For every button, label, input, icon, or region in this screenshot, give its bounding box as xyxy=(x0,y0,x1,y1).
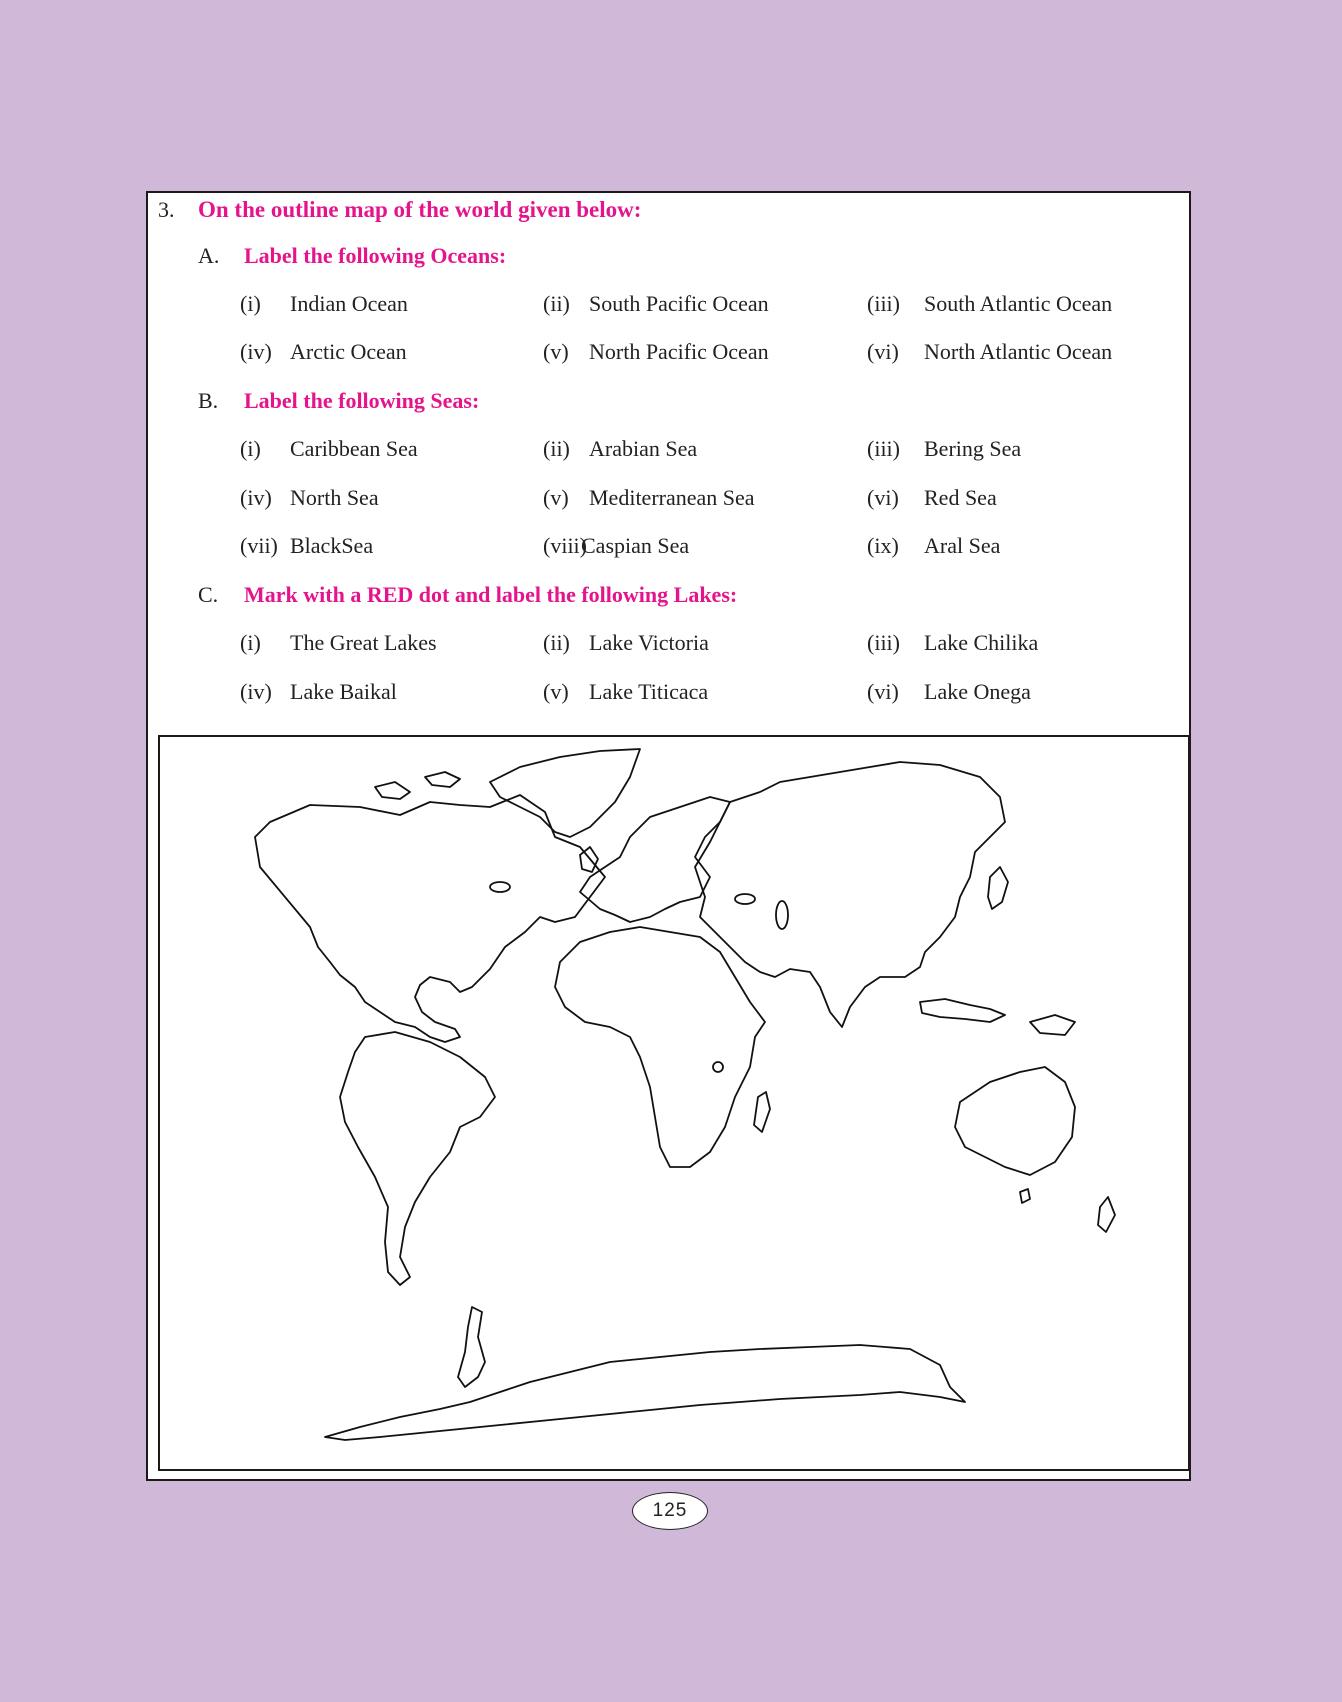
black-sea-outline xyxy=(735,894,755,904)
world-map-drawing xyxy=(160,737,1188,1469)
world-outline-map xyxy=(158,735,1190,1471)
item-number: (v) xyxy=(543,679,569,704)
africa-outline xyxy=(555,927,765,1167)
seas-row-3 xyxy=(240,533,1140,563)
antarctic-peninsula-outline xyxy=(458,1307,485,1387)
item-label: Arctic Ocean xyxy=(290,339,407,364)
oceans-row-2 xyxy=(240,339,1140,369)
indonesia-outline xyxy=(920,999,1005,1022)
page-number: 125 xyxy=(632,1492,708,1530)
section-title: Mark with a RED dot and label the following Lakes: xyxy=(244,582,738,607)
south-america-outline xyxy=(340,1032,495,1285)
item-label: South Pacific Ocean xyxy=(589,291,769,316)
item-number: (v) xyxy=(543,485,569,510)
item-label: South Atlantic Ocean xyxy=(924,291,1113,316)
section-title: Label the following Seas: xyxy=(244,388,480,413)
item-number: (ii) xyxy=(543,436,570,461)
section-letter: A. xyxy=(198,243,220,268)
question-number: 3. xyxy=(158,197,175,222)
item-number: (v) xyxy=(543,339,569,364)
item-label: Lake Onega xyxy=(924,679,1031,704)
item-number: (iii) xyxy=(867,291,900,316)
item-number: (iv) xyxy=(240,485,272,510)
item-label: Arabian Sea xyxy=(589,436,698,461)
item-label: North Sea xyxy=(290,485,379,510)
north-america-outline xyxy=(255,795,605,1042)
item-number: (ii) xyxy=(543,630,570,655)
item-label: Caspian Sea xyxy=(581,533,690,558)
item-number: (ii) xyxy=(543,291,570,316)
arctic-island-outline xyxy=(425,772,460,787)
japan-outline xyxy=(988,867,1008,909)
new-zealand-outline xyxy=(1098,1197,1115,1232)
caspian-sea-outline xyxy=(776,901,788,929)
worksheet-page xyxy=(146,191,1191,1481)
greenland-outline xyxy=(490,749,640,837)
item-label: Mediterranean Sea xyxy=(589,485,755,510)
lake-victoria-outline xyxy=(713,1062,723,1072)
item-number: (vii) xyxy=(240,533,278,558)
tasmania-outline xyxy=(1020,1189,1030,1203)
item-number: (viii) xyxy=(543,533,587,558)
item-label: Lake Baikal xyxy=(290,679,397,704)
item-number: (ix) xyxy=(867,533,899,558)
item-number: (i) xyxy=(240,291,261,316)
item-number: (i) xyxy=(240,436,261,461)
new-guinea-outline xyxy=(1030,1015,1075,1035)
item-number: (iv) xyxy=(240,679,272,704)
item-number: (vi) xyxy=(867,485,899,510)
item-label: Red Sea xyxy=(924,485,997,510)
section-letter: B. xyxy=(198,388,219,413)
lakes-row-2 xyxy=(240,679,1140,709)
item-label: Indian Ocean xyxy=(290,291,408,316)
item-label: North Atlantic Ocean xyxy=(924,339,1113,364)
item-label: Lake Chilika xyxy=(924,630,1039,655)
item-number: (vi) xyxy=(867,339,899,364)
item-number: (vi) xyxy=(867,679,899,704)
great-lakes-outline xyxy=(490,882,510,892)
antarctica-outline xyxy=(325,1345,965,1440)
question-title: On the outline map of the world given below: xyxy=(198,197,642,222)
section-letter: C. xyxy=(198,582,219,607)
item-number: (iv) xyxy=(240,339,272,364)
item-label: Caribbean Sea xyxy=(290,436,418,461)
item-label: Aral Sea xyxy=(924,533,1001,558)
item-label: The Great Lakes xyxy=(290,630,437,655)
arctic-island-outline xyxy=(375,782,410,799)
item-label: North Pacific Ocean xyxy=(589,339,769,364)
seas-row-2 xyxy=(240,485,1140,515)
item-number: (iii) xyxy=(867,630,900,655)
item-label: Lake Victoria xyxy=(589,630,709,655)
item-number: (i) xyxy=(240,630,261,655)
lakes-row-1 xyxy=(240,630,1140,660)
section-title: Label the following Oceans: xyxy=(244,243,507,268)
australia-outline xyxy=(955,1067,1075,1175)
item-label: Lake Titicaca xyxy=(589,679,709,704)
item-number: (iii) xyxy=(867,436,900,461)
seas-row-1 xyxy=(240,436,1140,466)
madagascar-outline xyxy=(754,1092,770,1132)
item-label: BlackSea xyxy=(290,533,374,558)
oceans-row-1 xyxy=(240,291,1140,321)
item-label: Bering Sea xyxy=(924,436,1022,461)
